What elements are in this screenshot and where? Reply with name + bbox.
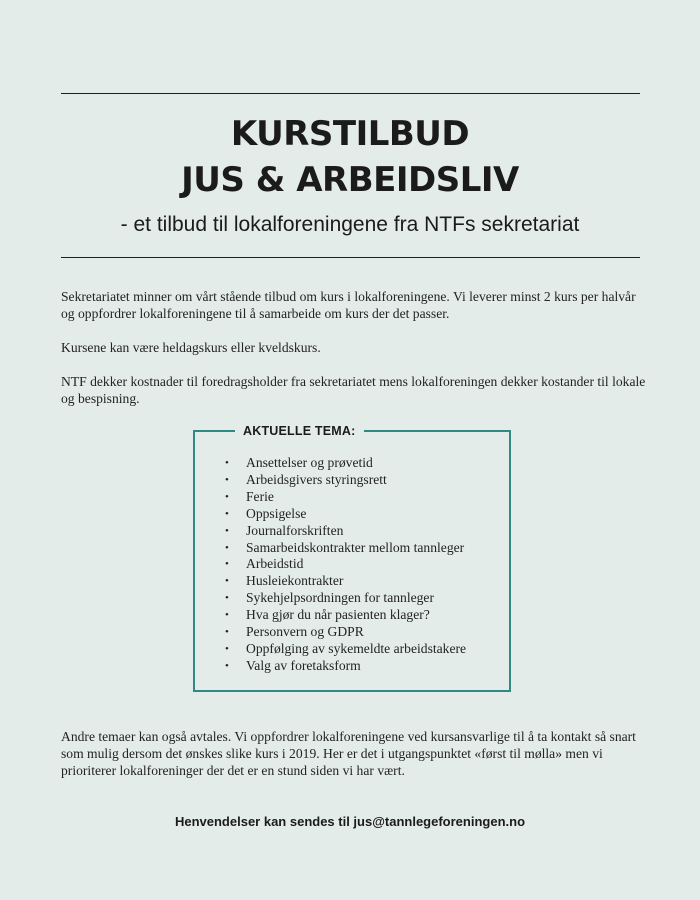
topic-item: • Hva gjør du når pasienten klager? — [225, 607, 466, 624]
bottom-divider — [61, 257, 640, 258]
title-line-1: KURSTILBUD — [230, 114, 470, 154]
topic-item: • Personvern og GDPR — [225, 624, 466, 641]
course-type-paragraph: Kursene kan være heldagskurs eller kveldskurs. — [61, 340, 321, 355]
topic-item: • Oppsigelse — [225, 506, 466, 523]
topic-item: • Ferie — [225, 489, 466, 506]
topic-item: • Husleiekontrakter — [225, 573, 466, 590]
cost-paragraph: NTF dekker kostnader til foredragsholder fra sekretariatet mens lokalforeningen dekker kostander til lokale og bespisning. — [61, 374, 646, 406]
topic-item: • Samarbeidskontrakter mellom tannleger — [225, 540, 466, 557]
intro-paragraph: Sekretariatet minner om vårt stående tilbud om kurs i lokalforeningene. Vi leverer minst 2 kurs per halvår og oppfordrer lokalforeningene til å samarbeide om kurs der det passer. — [61, 289, 636, 321]
topics-box — [193, 424, 511, 692]
top-divider — [61, 93, 640, 94]
topic-item: • Arbeidsgivers styringsrett — [225, 472, 466, 489]
title-line-2: JUS & ARBEIDSLIV — [181, 160, 519, 200]
contact-line: Henvendelser kan sendes til jus@tannlegeforeningen.no — [174, 814, 526, 829]
subtitle: - et tilbud til lokalforeningene fra NTFs sekretariat — [120, 213, 580, 236]
topic-item: • Oppfølging av sykemeldte arbeidstakere — [225, 641, 466, 658]
topic-item: • Sykehjelpsordningen for tannleger — [225, 590, 466, 607]
topic-item: • Valg av foretaksform — [225, 658, 466, 675]
topic-item: • Ansettelser og prøvetid — [225, 455, 466, 472]
topic-item: • Arbeidstid — [225, 556, 466, 573]
other-topics-paragraph: Andre temaer kan også avtales. Vi oppfordrer lokalforeningene ved kursansvarlige til å ta kontakt så snart som mulig dersom det ønskes slike kurs i 2019. Her er det i utgangspunktet «først til mølla» men vi prioriterer lokalforeninger der det er en stund siden vi har vært. — [61, 729, 636, 778]
topics-heading: AKTUELLE TEMA: — [235, 422, 364, 440]
topic-item: • Journalforskriften — [225, 523, 466, 540]
topics-list — [225, 455, 466, 675]
